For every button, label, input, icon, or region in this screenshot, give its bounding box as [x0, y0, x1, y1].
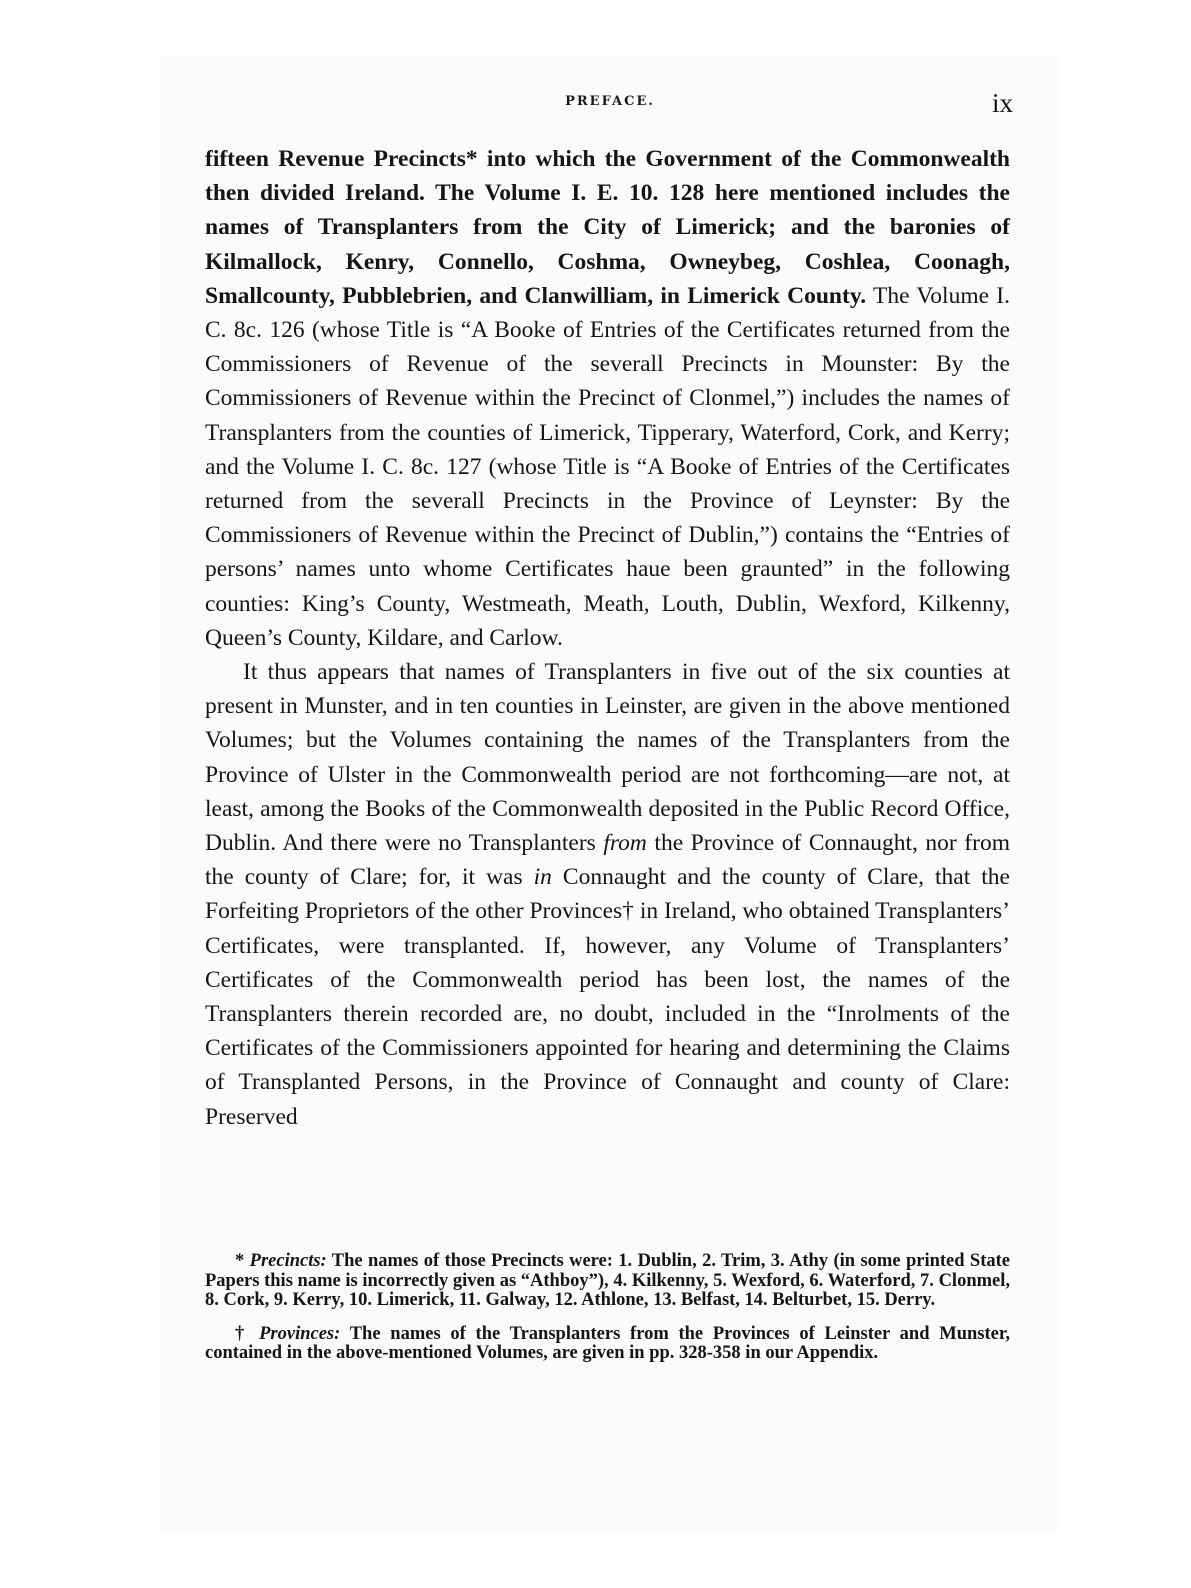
emphasis-in: in: [533, 864, 552, 891]
footnote-marker: *: [235, 1251, 250, 1271]
paragraph-1-part-1: fifteen Revenue Precincts* into which the Government of the Commonwealth then divided Ireland. The Volume I. E. 10. 128 here mentioned includes the names of Transplanters from the City of Limerick; and the baronies of Kilmallock, Kenry, Connello, Coshma, Owneybeg, Coshlea, Coonagh, Smallcounty, Pubblebrien, and Clanwilliam, in Limerick County.: [205, 146, 1010, 309]
paragraph-2-part-2: the Province of Connaught, nor from the county of Clare; for, it was: [205, 830, 1010, 891]
footnote-text: The names of those Precincts were: 1. Dublin, 2. Trim, 3. Athy (in some printed State Papers this name is incorrectly given as “Athboy”), 4. Kilkenny, 5. Wexford, 6. Waterford, 7. Clonmel, 8. Cork, 9. Kerry, 10. Limerick, 11. Galway, 12. Athlone, 13. Belfast, 14. Belturbet, 15. Derry.: [205, 1251, 1010, 1311]
page-header: [205, 88, 1015, 128]
paragraph-2: [205, 655, 1010, 1134]
footnote-precincts: [205, 1252, 1010, 1311]
footnotes: [205, 1252, 1010, 1378]
footnote-text: The names of the Transplanters from the Provinces of Leinster and Munster, contained in the above-mentioned Volumes, are given in pp. 328-358 in our Appendix.: [205, 1323, 1011, 1364]
page-number: ix: [991, 88, 1013, 118]
emphasis-from: from: [603, 830, 647, 857]
paragraph-2-part-3: Connaught and the county of Clare, that the Forfeiting Proprietors of the other Provinces† in Ireland, who obtained Transplanters’ Certificates, were transplanted. If, however, any Volume of Transplanters’ Certificates of the Commonwealth period has been lost, the names of the Transplanters therein recorded are, no doubt, included in the “Inrolments of the Certificates of the Commissioners appointed for hearing and determining the Claims of Transplanted Persons, in the Province of Connaught and county of Clare: Preserved: [205, 864, 1010, 1130]
body-text: [205, 142, 1010, 1134]
footnote-lead: Precincts:: [249, 1251, 327, 1271]
footnote-marker: †: [235, 1323, 260, 1344]
paragraph-1-part-2: The Volume I. C. 8c. 126 (whose Title is “A Booke of Entries of the Certificates returned from the Commissioners of Revenue of the severall Precincts in Mounster: By the Commissioners of Revenue within the Precinct of Clonmel,”) includes the names of Transplanters from the counties of Limerick, Tipperary, Waterford, Cork, and Kerry; and the Volume I. C. 8c. 127 (whose Title is “A Booke of Entries of the Certificates returned from the severall Precincts in the Province of Leynster: By the Commissioners of Revenue within the Precinct of Dublin,”) contains the “Entries of persons’ names unto whome Certificates haue been graunted” in the following counties: King’s County, Westmeath, Meath, Louth, Dublin, Wexford, Kilkenny, Queen’s County, Kildare, and Carlow.: [205, 282, 1010, 651]
paragraph-1: [205, 142, 1010, 655]
footnote-provinces: [205, 1325, 1010, 1364]
footnote-lead: Provinces:: [259, 1323, 341, 1344]
paragraph-2-part-1: It thus appears that names of Transplanters in five out of the six counties at present in Munster, and in ten counties in Leinster, are given in the above mentioned Volumes; but the Volumes containing the names of the Transplanters from the Province of Ulster in the Commonwealth period are not forthcoming—are not, at least, among the Books of the Commonwealth deposited in the Public Record Office, Dublin. And there were no Transplanters: [205, 659, 1010, 857]
running-head: PREFACE.: [565, 94, 655, 109]
